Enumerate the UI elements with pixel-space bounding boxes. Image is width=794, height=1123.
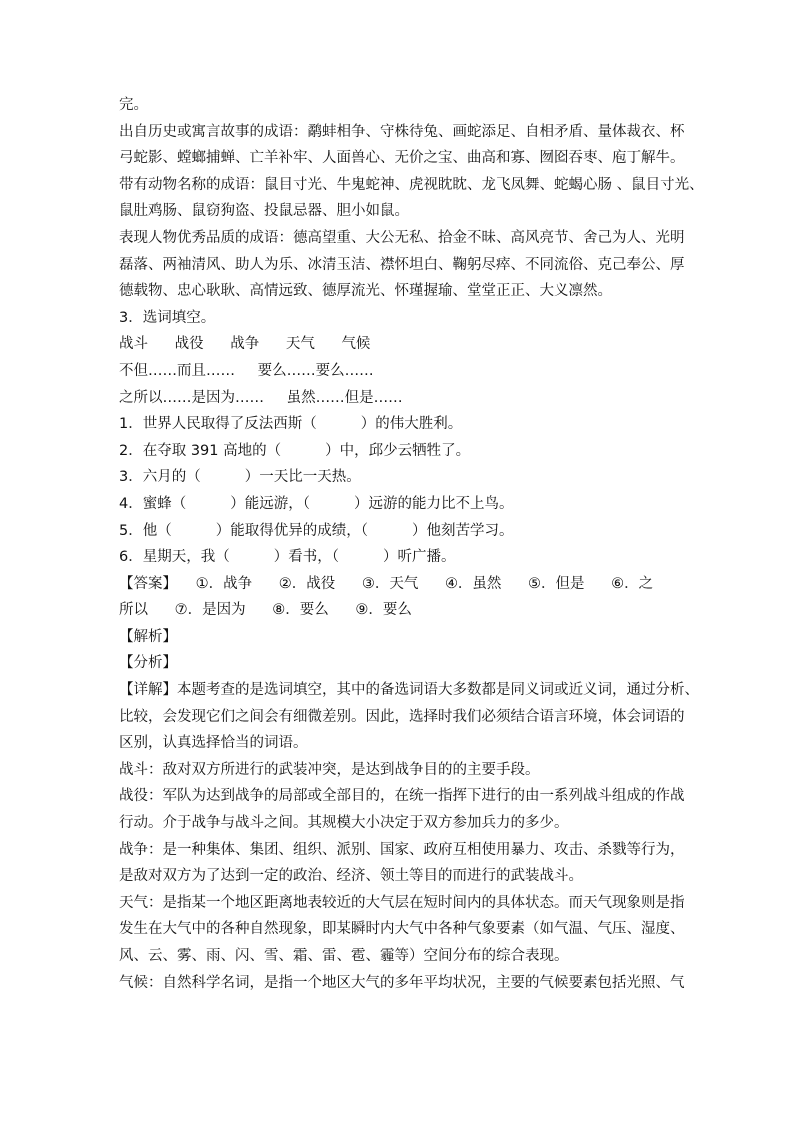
word-option: 战斗: [119, 336, 148, 353]
text-line: 出自历史或寓言故事的成语：鹬蚌相争、守株待兔、画蛇添足、自相矛盾、量体裁衣、杯: [119, 123, 685, 140]
text-line: 完。: [119, 97, 148, 113]
detail-line: 行动。介于战争与战斗之间。其规模大小决定于双方参加兵力的多少。: [119, 815, 569, 832]
question-item: 3．六月的（ ）一天比一天热。: [119, 469, 361, 486]
answer-item: ⑦．是因为: [174, 602, 246, 619]
answer-item: 所以: [119, 602, 148, 619]
word-option: 天气: [285, 336, 315, 353]
word-options: [119, 331, 679, 358]
answer-item: ⑤．但是: [528, 575, 585, 592]
answer-item: ⑥．之: [611, 575, 654, 592]
text-line: 鼠肚鸡肠、鼠窃狗盗、投鼠忌器、胆小如鼠。: [119, 203, 409, 220]
detail-line: 风、云、雾、雨、闪、雪、霜、雷、雹、霾等）空间分布的综合表现。: [119, 948, 569, 964]
text-line: 带有动物名称的成语：鼠目寸光、牛鬼蛇神、虎视眈眈、龙飞凤舞、蛇蝎心肠 、鼠目寸光、: [119, 176, 704, 193]
answer-line: [119, 597, 679, 624]
section-heading-fenxi: 【分析】: [119, 655, 177, 672]
text-line: 表现人物优秀品质的成语：德高望重、大公无私、拾金不昧、高风亮节、舍己为人、光明: [119, 229, 685, 246]
answer-item: ⑧．要么: [272, 602, 329, 619]
question-item: 4．蜜蜂（ ）能远游，（ ）远游的能力比不上鸟。: [119, 495, 514, 512]
detail-line: 战斗：敌对双方所进行的武装冲突，是达到战争目的的主要手段。: [119, 761, 540, 778]
text-line: 德载物、忠心耿耿、高情远致、德厚流光、怀瑾握瑜、堂堂正正、大义凛然。: [119, 283, 612, 300]
answer-label: 【答案】: [119, 575, 177, 592]
conjunction-options: [119, 385, 679, 412]
detail-line: 天气：是指某一个地区距离地表较近的大气层在短时间内的具体状态。而天气现象则是指: [119, 894, 685, 911]
answer-item: ②．战役: [278, 575, 336, 592]
question-item: 1．世界人民取得了反法西斯（ ）的伟大胜利。: [119, 416, 463, 433]
answer-item: ⑨．要么: [355, 602, 412, 619]
detail-line: 【详解】本题考查的是选词填空，其中的备选词语大多数都是同义词或近义词，通过分析、: [119, 682, 699, 699]
answer-item: ③．天气: [361, 575, 419, 592]
detail-line: 比较，会发现它们之间会有细微差别。因此，选择时我们必须结合语言环境，体会词语的: [119, 708, 685, 725]
answer-item: ①．战争: [195, 575, 253, 592]
answer-item: ④．虽然: [444, 575, 502, 592]
question-title: 3．选词填空。: [119, 309, 216, 326]
detail-line: 发生在大气中的各种自然现象，即某瞬时内大气中各种气象要素（如气温、气压、湿度、: [119, 921, 685, 938]
detail-line: 战争：是一种集体、集团、组织、派别、国家、政府互相使用暴力、攻击、杀戮等行为，: [119, 841, 685, 858]
conjunction-options: [119, 358, 679, 385]
section-heading-jiexi: 【解析】: [119, 628, 177, 645]
detail-line: 战役：军队为达到战争的局部或全部目的，在统一指挥下进行的由一系列战斗组成的作战: [119, 788, 685, 805]
detail-line: 是敌对双方为了达到一定的政治、经济、领土等目的而进行的武装战斗。: [119, 868, 583, 885]
answer-line: [119, 571, 679, 598]
question-item: 5．他（ ）能取得优异的成绩，（ ）他刻苦学习。: [119, 522, 514, 539]
text-line: 磊落、两袖清风、助人为乐、冰清玉洁、襟怀坦白、鞠躬尽瘁、不同流俗、克己奉公、厚: [119, 256, 685, 273]
conjunction-option: 不但……而且……: [119, 362, 235, 379]
question-item: 2．在夺取 391 高地的（ ）中，邱少云牺牲了。: [119, 442, 471, 459]
detail-line: 区别，认真选择恰当的词语。: [119, 735, 308, 752]
detail-line: 气候：自然科学名词，是指一个地区大气的多年平均状况，主要的气候要素包括光照、气: [119, 974, 685, 991]
text-line: 弓蛇影、螳螂捕蝉、亡羊补牢、人面兽心、无价之宝、曲高和寡、囫囵吞枣、庖丁解牛。: [119, 150, 685, 167]
conjunction-option: 要么……要么……: [257, 362, 374, 379]
conjunction-option: 之所以……是因为……: [119, 389, 264, 406]
conjunction-option: 虽然……但是……: [286, 389, 403, 406]
document-page: [119, 92, 704, 996]
word-option: 战争: [230, 336, 260, 353]
word-option: 战役: [174, 336, 204, 353]
question-item: 6．星期天，我（ ）看书，（ ）听广播。: [119, 549, 456, 566]
word-option: 气候: [341, 336, 371, 353]
